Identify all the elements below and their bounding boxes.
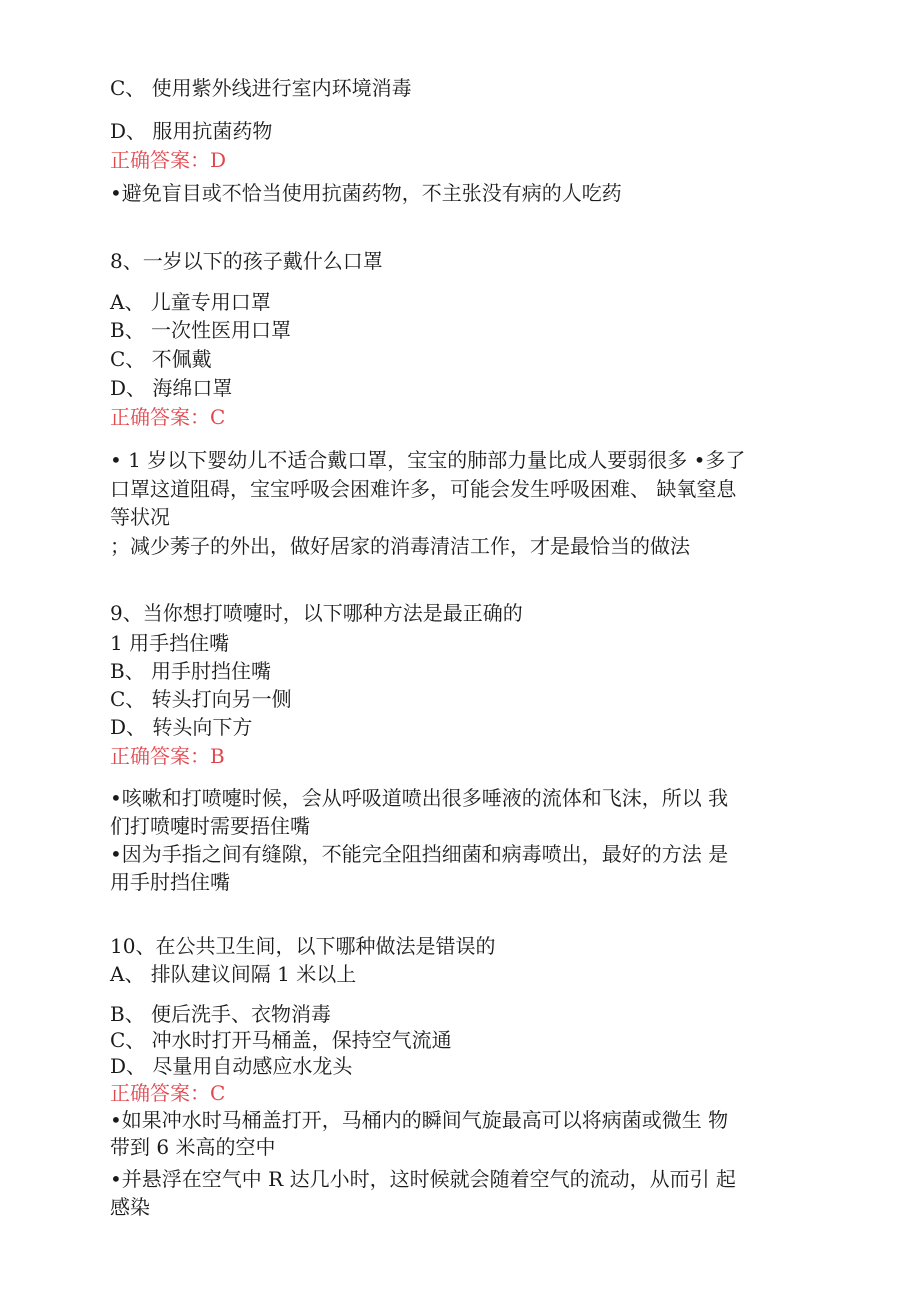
option-line: C、 使用紫外线进行室内环境消毒 (110, 76, 412, 100)
explanation-line: •因为手指之间有缝隙，不能完全阻挡细菌和病毒喷出，最好的方法 是 (110, 842, 729, 866)
explanation-line: •如果冲水时马桶盖打开，马桶内的瞬间气旋最高可以将病菌或微生 物 (110, 1108, 729, 1132)
option-line: D、 服用抗菌药物 (110, 119, 273, 143)
explanation-line: •避免盲目或不恰当使用抗菌药物，不主张没有病的人吃药 (110, 181, 622, 205)
option-line: C、 不佩戴 (110, 347, 212, 371)
explanation-line: 带到 6 米高的空中 (110, 1135, 276, 1159)
explanation-line: ；减少莠子的外出，做好居家的消毒清洁工作，才是最恰当的做法 (110, 534, 690, 558)
explanation-line: •咳嗽和打喷嚏时候，会从呼吸道喷出很多唾液的流体和飞沫，所以 我 (110, 786, 729, 810)
correct-answer: 正确答案：B (110, 744, 225, 768)
question-title: 9、当你想打喷嚏时，以下哪种方法是最正确的 (110, 601, 523, 625)
question-title: 10、在公共卫生间，以下哪种做法是错误的 (110, 934, 496, 958)
explanation-line: 口罩这道阻碍，宝宝呼吸会困难许多，可能会发生呼吸困难、 缺氧窒息 (110, 477, 737, 501)
option-line: B、 一次性医用口罩 (110, 318, 292, 342)
correct-answer: 正确答案：C (110, 1081, 226, 1105)
explanation-line: 等状况 (110, 505, 170, 529)
explanation-line: 们打喷嚏时需要捂住嘴 (110, 814, 310, 838)
option-line: C、 冲水时打开马桶盖，保持空气流通 (110, 1028, 452, 1052)
explanation-line: • 1 岁以下婴幼儿不适合戴口罩，宝宝的肺部力量比成人要弱很多 •多了 (110, 448, 746, 472)
option-line: A、 儿童专用口罩 (110, 290, 271, 314)
explanation-line: 感染 (110, 1195, 150, 1219)
option-line: D、 转头向下方 (110, 715, 253, 739)
correct-answer: 正确答案：C (110, 405, 226, 429)
option-line: D、 海绵口罩 (110, 376, 233, 400)
option-line: C、 转头打向另一侧 (110, 687, 292, 711)
option-line: 1 用手挡住嘴 (110, 631, 230, 655)
option-line: B、 用手肘挡住嘴 (110, 659, 272, 683)
option-line: D、 尽量用自动感应水龙头 (110, 1054, 353, 1078)
correct-answer: 正确答案：D (110, 148, 227, 172)
option-line: A、 排队建议间隔 1 米以上 (110, 962, 357, 986)
option-line: B、 便后洗手、衣物消毒 (110, 1002, 332, 1026)
explanation-line: •并悬浮在空气中 R 达几小时，这时候就会随着空气的流动，从而引 起 (110, 1167, 736, 1191)
question-title: 8、一岁以下的孩子戴什么口罩 (110, 249, 383, 273)
explanation-line: 用手肘挡住嘴 (110, 870, 230, 894)
